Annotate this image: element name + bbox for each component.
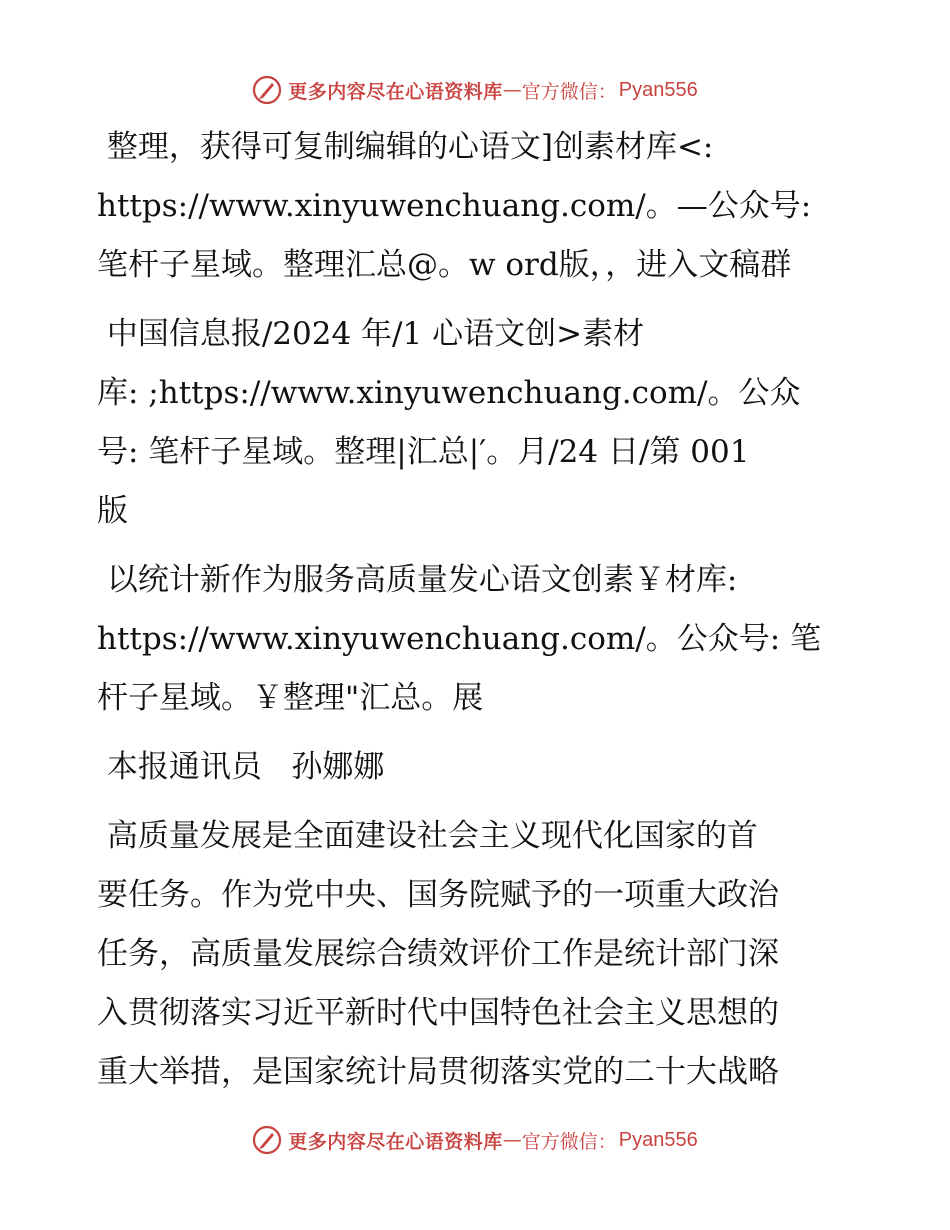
- text-line: 中国信息报/2024 年/1 心语文创>素材: [97, 316, 645, 352]
- text-line: 高质量发展是全面建设社会主义现代化国家的首: [97, 818, 758, 854]
- watermark-wechat-id: Pyan556: [618, 1128, 698, 1151]
- document-body: [97, 118, 867, 1112]
- text-line: 以统计新作为服务高质量发心语文创素￥材库:: [97, 562, 738, 598]
- paragraph: [97, 305, 867, 541]
- header-watermark: [0, 70, 950, 110]
- text-line: 整理，获得可复制编辑的心语文]创素材库<:: [97, 129, 714, 165]
- watermark-main-text: 更多内容尽在心语资料库: [288, 1130, 503, 1153]
- footer-watermark: [0, 1120, 950, 1160]
- text-line: 要任务。作为党中央、国务院赋予的一项重大政治: [97, 877, 779, 913]
- text-line: 本报通讯员 孙娜娜: [97, 749, 385, 785]
- paragraph: [97, 551, 867, 728]
- watermark-wechat-label: 官方微信：: [521, 1130, 617, 1153]
- text-line: https://www.xinyuwenchuang.com/。公众号: 笔: [97, 621, 822, 657]
- watermark-separator: —: [502, 1129, 522, 1151]
- text-line: 杆子星域。￥整理"汇总。展: [97, 680, 484, 716]
- watermark-main-text: 更多内容尽在心语资料库: [288, 80, 503, 103]
- watermark-separator: —: [502, 79, 522, 101]
- paragraph: [97, 807, 867, 1102]
- text-line: 笔杆子星域。整理汇总@。w ord版，，进入文稿群: [97, 247, 792, 283]
- paragraph: [97, 118, 867, 295]
- text-line: 入贯彻落实习近平新时代中国特色社会主义思想的: [97, 995, 779, 1031]
- text-line: https://www.xinyuwenchuang.com/。—公众号:: [97, 188, 812, 224]
- text-line: 任务，高质量发展综合绩效评价工作是统计部门深: [97, 936, 779, 972]
- byline: [97, 738, 867, 797]
- quill-logo-icon: [252, 75, 282, 105]
- text-line: 重大举措，是国家统计局贯彻落实党的二十大战略: [97, 1054, 779, 1090]
- watermark-wechat-label: 官方微信：: [521, 80, 617, 103]
- text-line: 版: [97, 493, 128, 529]
- quill-logo-icon: [252, 1125, 282, 1155]
- text-line: 库: ;https://www.xinyuwenchuang.com/。公众: [97, 375, 801, 411]
- text-line: 号: 笔杆子星域。整理|汇总|′。月/24 日/第 001: [97, 434, 750, 470]
- watermark-wechat-id: Pyan556: [618, 78, 698, 101]
